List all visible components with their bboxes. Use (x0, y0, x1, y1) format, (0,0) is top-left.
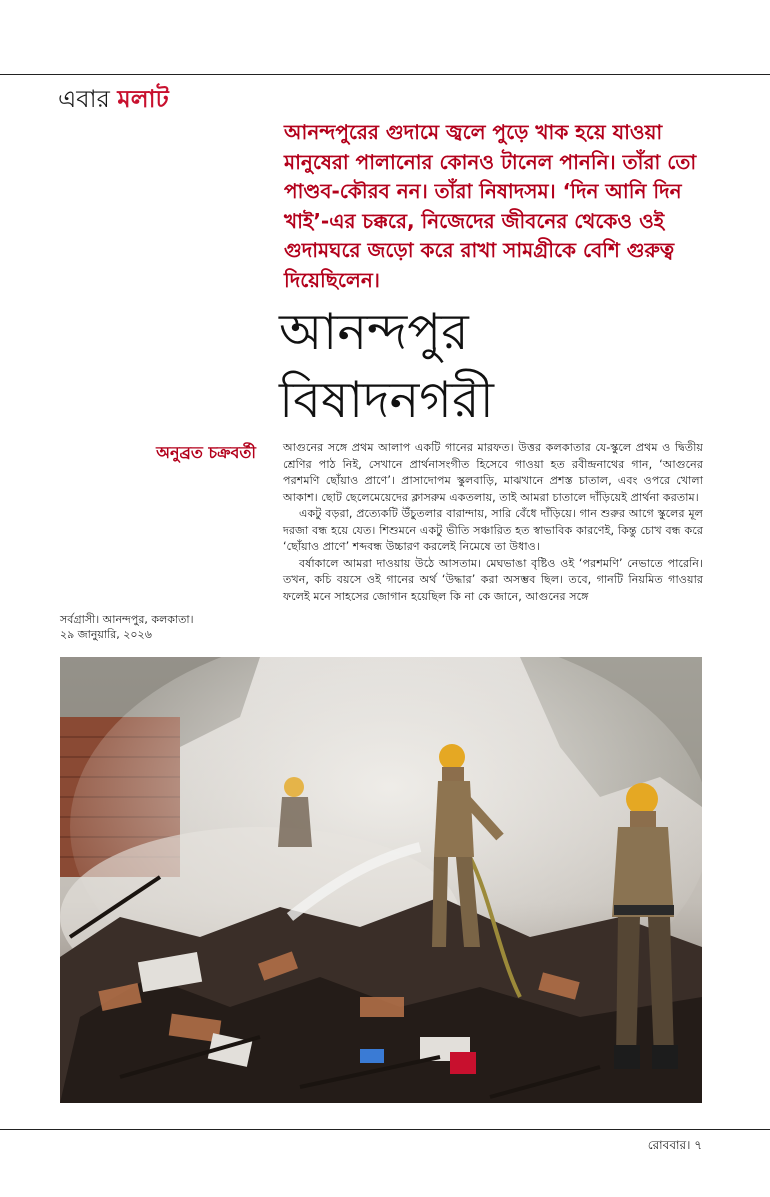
deck-standfirst: আনন্দপুরের গুদামে জ্বলে পুড়ে খাক হয়ে যাওয়া মানুষেরা পালানোর কোনও টানেল পাননি। তাঁরা তো পাণ্ডব-কৌরব নন। তাঁরা নিষাদসম। ‘দিন আনি দিন খাই’-এর চক্করে, নিজেদের জীবনের থেকেও ওই গুদামঘরে জড়ো করে রাখা সামগ্রীকে বেশি গুরুত্ব দিয়েছিলেন। (284, 120, 697, 292)
article-body (283, 440, 703, 605)
page-folio: রোববার। ৭ (647, 1138, 702, 1152)
headline-line-1: আনন্দপুর (279, 303, 469, 361)
fire-scene-photo (60, 657, 702, 1103)
headline-line-2: বিষাদনগরী (279, 371, 494, 429)
body-paragraph-3: বর্ষাকালে আমরা দাওয়ায় উঠে আসতাম। মেঘভাঙা বৃষ্টিও ওই ‘পরশমণি’ নেভাতে পারেনি। তখন, কচি বয়সে ওই গানের অর্থ ‘উদ্ধার’ করা অসম্ভব ছিল। তবে, গানটি নিয়মিত গাওয়ার ফলেই মনে সাহসের জোগান হয়েছিল কি না কে জানে, আগুনের সঙ্গে (283, 556, 703, 603)
body-paragraph-2: একটু বড়রা, প্রত্যেকটি উঁচুতলার বারান্দায়, সারি বেঁধে দাঁড়িয়ে। গান শুরুর আগে স্কুলের মূল দরজা বন্ধ হয়ে যেত। শিশুমনে একটু ভীতি সঞ্চারিত হত স্বাভাবিক কারণেই, কিন্তু চোখ বন্ধ করে ‘ছোঁয়াও প্রাণে’ শব্দবন্ধ উচ্চারণ করলেই নিমেষে তা উধাও। (283, 507, 703, 553)
byline: অনুব্রত চক্রবর্তী (156, 443, 256, 462)
bottom-rule (0, 1129, 770, 1130)
section-label (58, 84, 169, 114)
section-label-part2: মলাট (117, 85, 169, 113)
body-paragraph-1: আগুনের সঙ্গে প্রথম আলাপ একটি গানের মারফত। উত্তর কলকাতার যে-স্কুলে প্রথম ও দ্বিতীয় শ্রেণির পাঠ নিই, সেখানে প্রার্থনাসংগীত হিসেবে গাওয়া হত রবীন্দ্রনাথের গান, ‘আগুনের পরশমণি ছোঁয়াও প্রাণে’। প্রাসাদোপম স্কুলবাড়ি, মাঝখানে প্রশস্ত চাতাল, এবং ওপরে খোলা আকাশ। ছোট ছেলেমেয়েদের ক্লাসরুম একতলায়, তাই আমরা চাতালে দাঁড়িয়েই প্রার্থনা করতাম। (283, 441, 703, 504)
section-label-part1: এবার (58, 85, 110, 113)
caption-line-1: সর্বগ্রাসী। আনন্দপুর, কলকাতা। (60, 613, 194, 626)
caption-line-2: ২৯ জানুয়ারি, ২০২৬ (60, 628, 152, 641)
headline (279, 298, 709, 434)
top-rule (0, 74, 770, 75)
photo-caption (60, 612, 260, 642)
